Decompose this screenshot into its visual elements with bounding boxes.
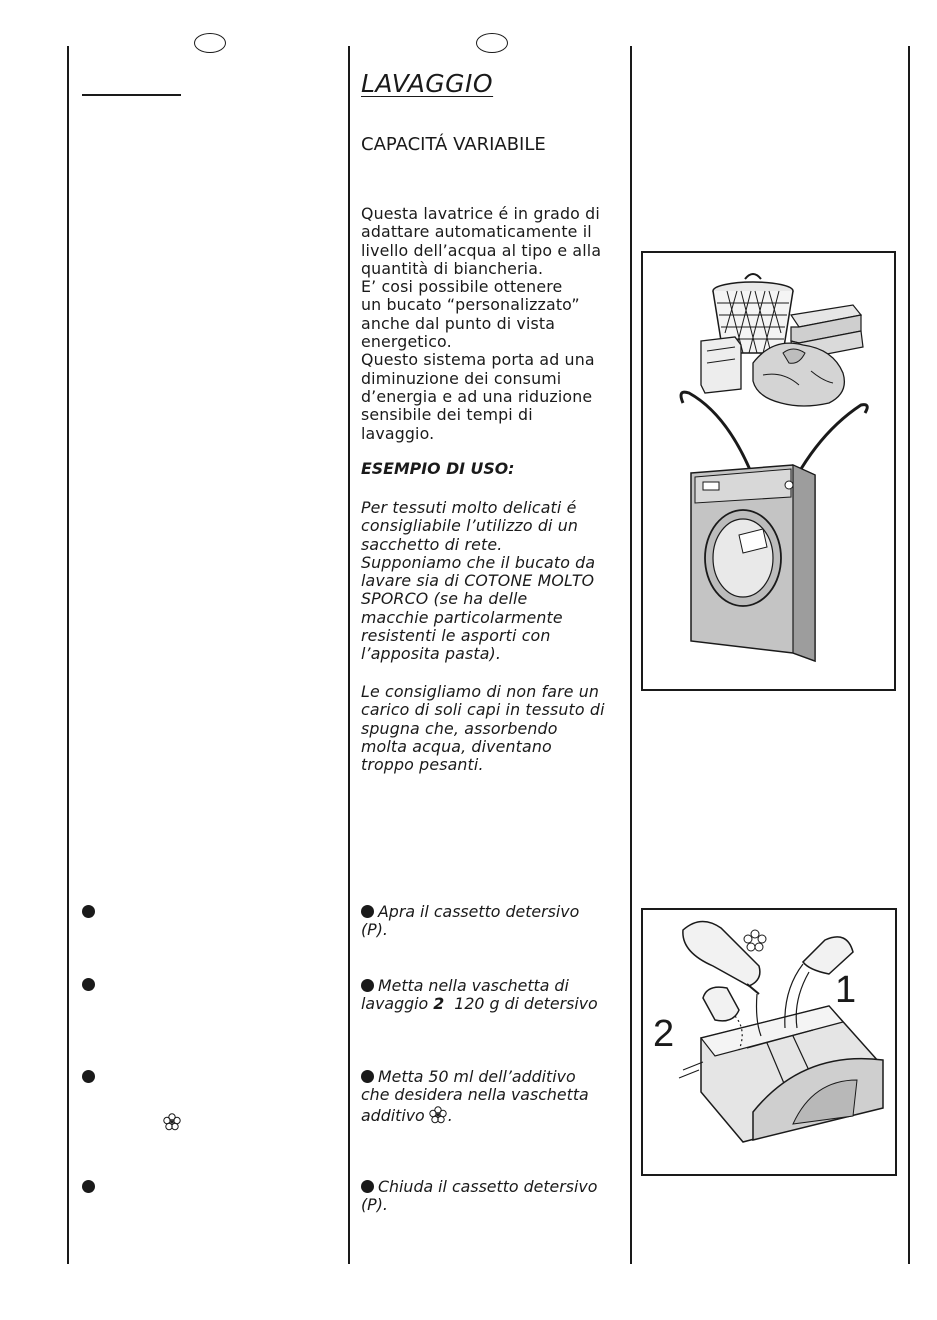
step-open-drawer-text: Apra il cassetto detersivo (P). (361, 902, 580, 940)
step-open-drawer (361, 903, 629, 940)
page-title: LAVAGGIO (361, 69, 494, 98)
laundry-machine-figure (641, 251, 896, 691)
softener-flower-icon (162, 1112, 182, 1132)
bullet-dot-icon (361, 905, 374, 918)
step-close-drawer (361, 1178, 629, 1215)
bullet-dot-icon (82, 1180, 95, 1193)
example-heading: ESEMPIO DI USO: (361, 459, 515, 478)
bullet-dot-icon (361, 1070, 374, 1083)
compartment-label-1: 1 (835, 969, 857, 1011)
compartment-number: 2 (433, 994, 445, 1014)
example-paragraph-1: Per tessuti molto delicati é consigliabile l’utilizzo di un sacchetto di rete. Supponiamo che il bucato da lavare sia di COTONE MOLTO SPORCO (se ha delle macchie particolarmente resistenti le asporti con l’apposita pasta). (361, 498, 596, 664)
compartment-label-2: 2 (653, 1013, 675, 1055)
step-close-drawer-text: Chiuda il cassetto detersivo (P). (361, 1177, 598, 1215)
left-title-underline (82, 94, 181, 96)
column-rule-left (67, 46, 69, 1264)
intro-paragraph: Questa lavatrice é in grado di adattare automaticamente il livello dell’acqua al tipo e alla quantità di biancheria. E’ cosi possibile ottenere un bucato “personalizzato” anche dal punto di vista energetico. Questo sistema porta ad una diminuzione dei consumi d’energia e ad una riduzione sensibile dei tempi di lavaggio. (361, 204, 602, 443)
bullet-dot-icon (82, 978, 95, 991)
column-rule-middle-right (630, 46, 632, 1264)
step-add-additive (361, 1068, 629, 1125)
step-add-additive-text: Metta 50 ml dell’additivo che desidera nella vaschetta additivo (361, 1067, 589, 1125)
section-subtitle: CAPACITÁ VARIABILE (361, 134, 546, 155)
step-add-detergent-text: Metta nella vaschetta di lavaggio (361, 976, 569, 1014)
step-add-additive-suffix: . (447, 1105, 453, 1125)
detergent-drawer-figure (641, 908, 897, 1176)
washing-machine-illustration (643, 253, 894, 689)
bullet-dot-icon (82, 905, 95, 918)
column-rule-right (908, 46, 910, 1264)
example-paragraph-2: Le consigliamo di non fare un carico di soli capi in tessuto di spugna che, assorbendo molta acqua, diventano troppo pesanti. (361, 682, 605, 775)
bullet-dot-icon (361, 1180, 374, 1193)
language-badge-right (476, 33, 508, 53)
detergent-drawer-illustration (643, 910, 895, 1174)
step-add-detergent (361, 977, 629, 1014)
softener-flower-icon (428, 1105, 448, 1125)
language-badge-left (194, 33, 226, 53)
step-add-detergent-amount: 120 g di detersivo (444, 994, 598, 1014)
bullet-dot-icon (82, 1070, 95, 1083)
column-rule-middle-left (348, 46, 350, 1264)
bullet-dot-icon (361, 979, 374, 992)
